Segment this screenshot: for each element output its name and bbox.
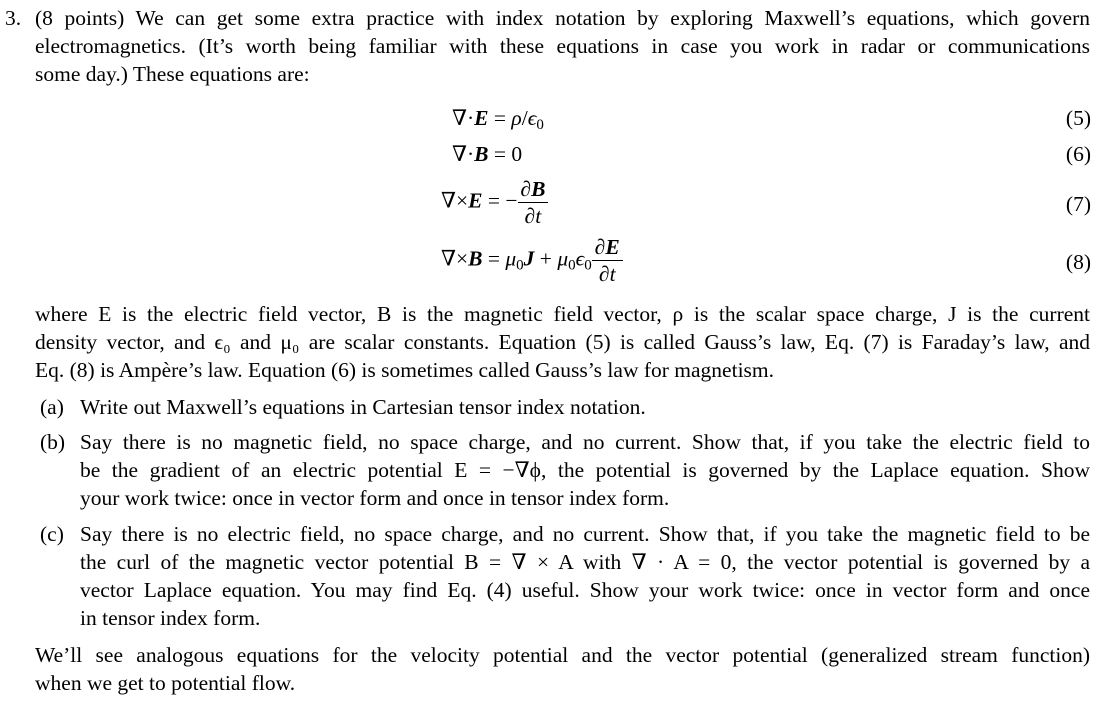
equation-6-label: (6) xyxy=(1065,142,1091,166)
equation-6-body: ∇·B = 0 xyxy=(452,142,523,166)
part-b-line-2: be the gradient of an electric potential E = −∇ϕ, the potential is governed by the Laplace equation. Show xyxy=(80,458,1090,482)
equation-8-label: (8) xyxy=(1065,250,1091,274)
explanation-line-2: density vector, and ϵ₀ and μ₀ are scalar constants. Equation (5) is called Gauss’s law, Eq. (7) is Faraday’s law, and xyxy=(35,330,1090,354)
part-b-label: (b) xyxy=(40,430,66,454)
explanation xyxy=(35,300,1090,384)
equation-7-body: ∇×E = − $\frac{\partial B}{\partial t}$ xyxy=(441,176,548,229)
closing-line-2: when we get to potential flow. xyxy=(35,671,296,695)
equation-5-body: $\nabla\cdot E = \rho/\epsilon_0$ xyxy=(452,106,544,133)
closing-line-1: We’ll see analogous equations for the velocity potential and the vector potential (generalized stream function) xyxy=(35,643,1090,667)
part-b-line-3: your work twice: once in vector form and once in tensor index form. xyxy=(80,486,670,510)
explanation-line-1: where E is the electric field vector, B is the magnetic field vector, ρ is the scalar space charge, J is the current xyxy=(35,302,1090,326)
equation-5 xyxy=(0,104,1115,144)
closing-paragraph xyxy=(35,641,1090,697)
part-c-line-3: vector Laplace equation. You may find Eq. (4) useful. Show your work twice: once in vector form and once xyxy=(80,578,1090,602)
problem-points: (8 points) xyxy=(35,6,125,30)
part-c-line-2: the curl of the magnetic vector potential B = ∇ × A with ∇ · A = 0, the vector potential is governed by a xyxy=(80,550,1090,574)
part-c-line-4: in tensor index form. xyxy=(80,606,261,630)
part-a-line-1: Write out Maxwell’s equations in Cartesian tensor index notation. xyxy=(80,395,646,419)
part-a-label: (a) xyxy=(40,395,64,419)
part-b-line-1: Say there is no magnetic field, no space charge, and no current. Show that, if you take the electric field to xyxy=(80,430,1090,454)
part-c-line-1: Say there is no electric field, no space charge, and no current. Show that, if you take the magnetic field to be xyxy=(80,522,1090,546)
part-c-label: (c) xyxy=(40,522,64,546)
equation-7 xyxy=(0,172,1115,232)
equation-8 xyxy=(0,230,1115,290)
intro-line-3: some day.) These equations are: xyxy=(35,62,310,86)
explanation-line-3: Eq. (8) is Ampère’s law. Equation (6) is sometimes called Gauss’s law for magnetism. xyxy=(35,358,775,382)
problem-number: 3. xyxy=(5,6,22,30)
equation-7-label: (7) xyxy=(1065,192,1091,216)
intro-line-2: electromagnetics. (It’s worth being familiar with these equations in case you work in radar or communications xyxy=(35,34,1090,58)
equation-8-body: $\nabla\times B = \mu_0J + \mu_0\epsilon_0$ $\frac{\partial E}{\partial t}$ xyxy=(441,234,623,287)
equation-5-label: (5) xyxy=(1065,106,1091,130)
problem-intro xyxy=(5,4,1090,88)
intro-line-1: We can get some extra practice with index notation by exploring Maxwell’s equations, which govern xyxy=(135,6,1090,30)
